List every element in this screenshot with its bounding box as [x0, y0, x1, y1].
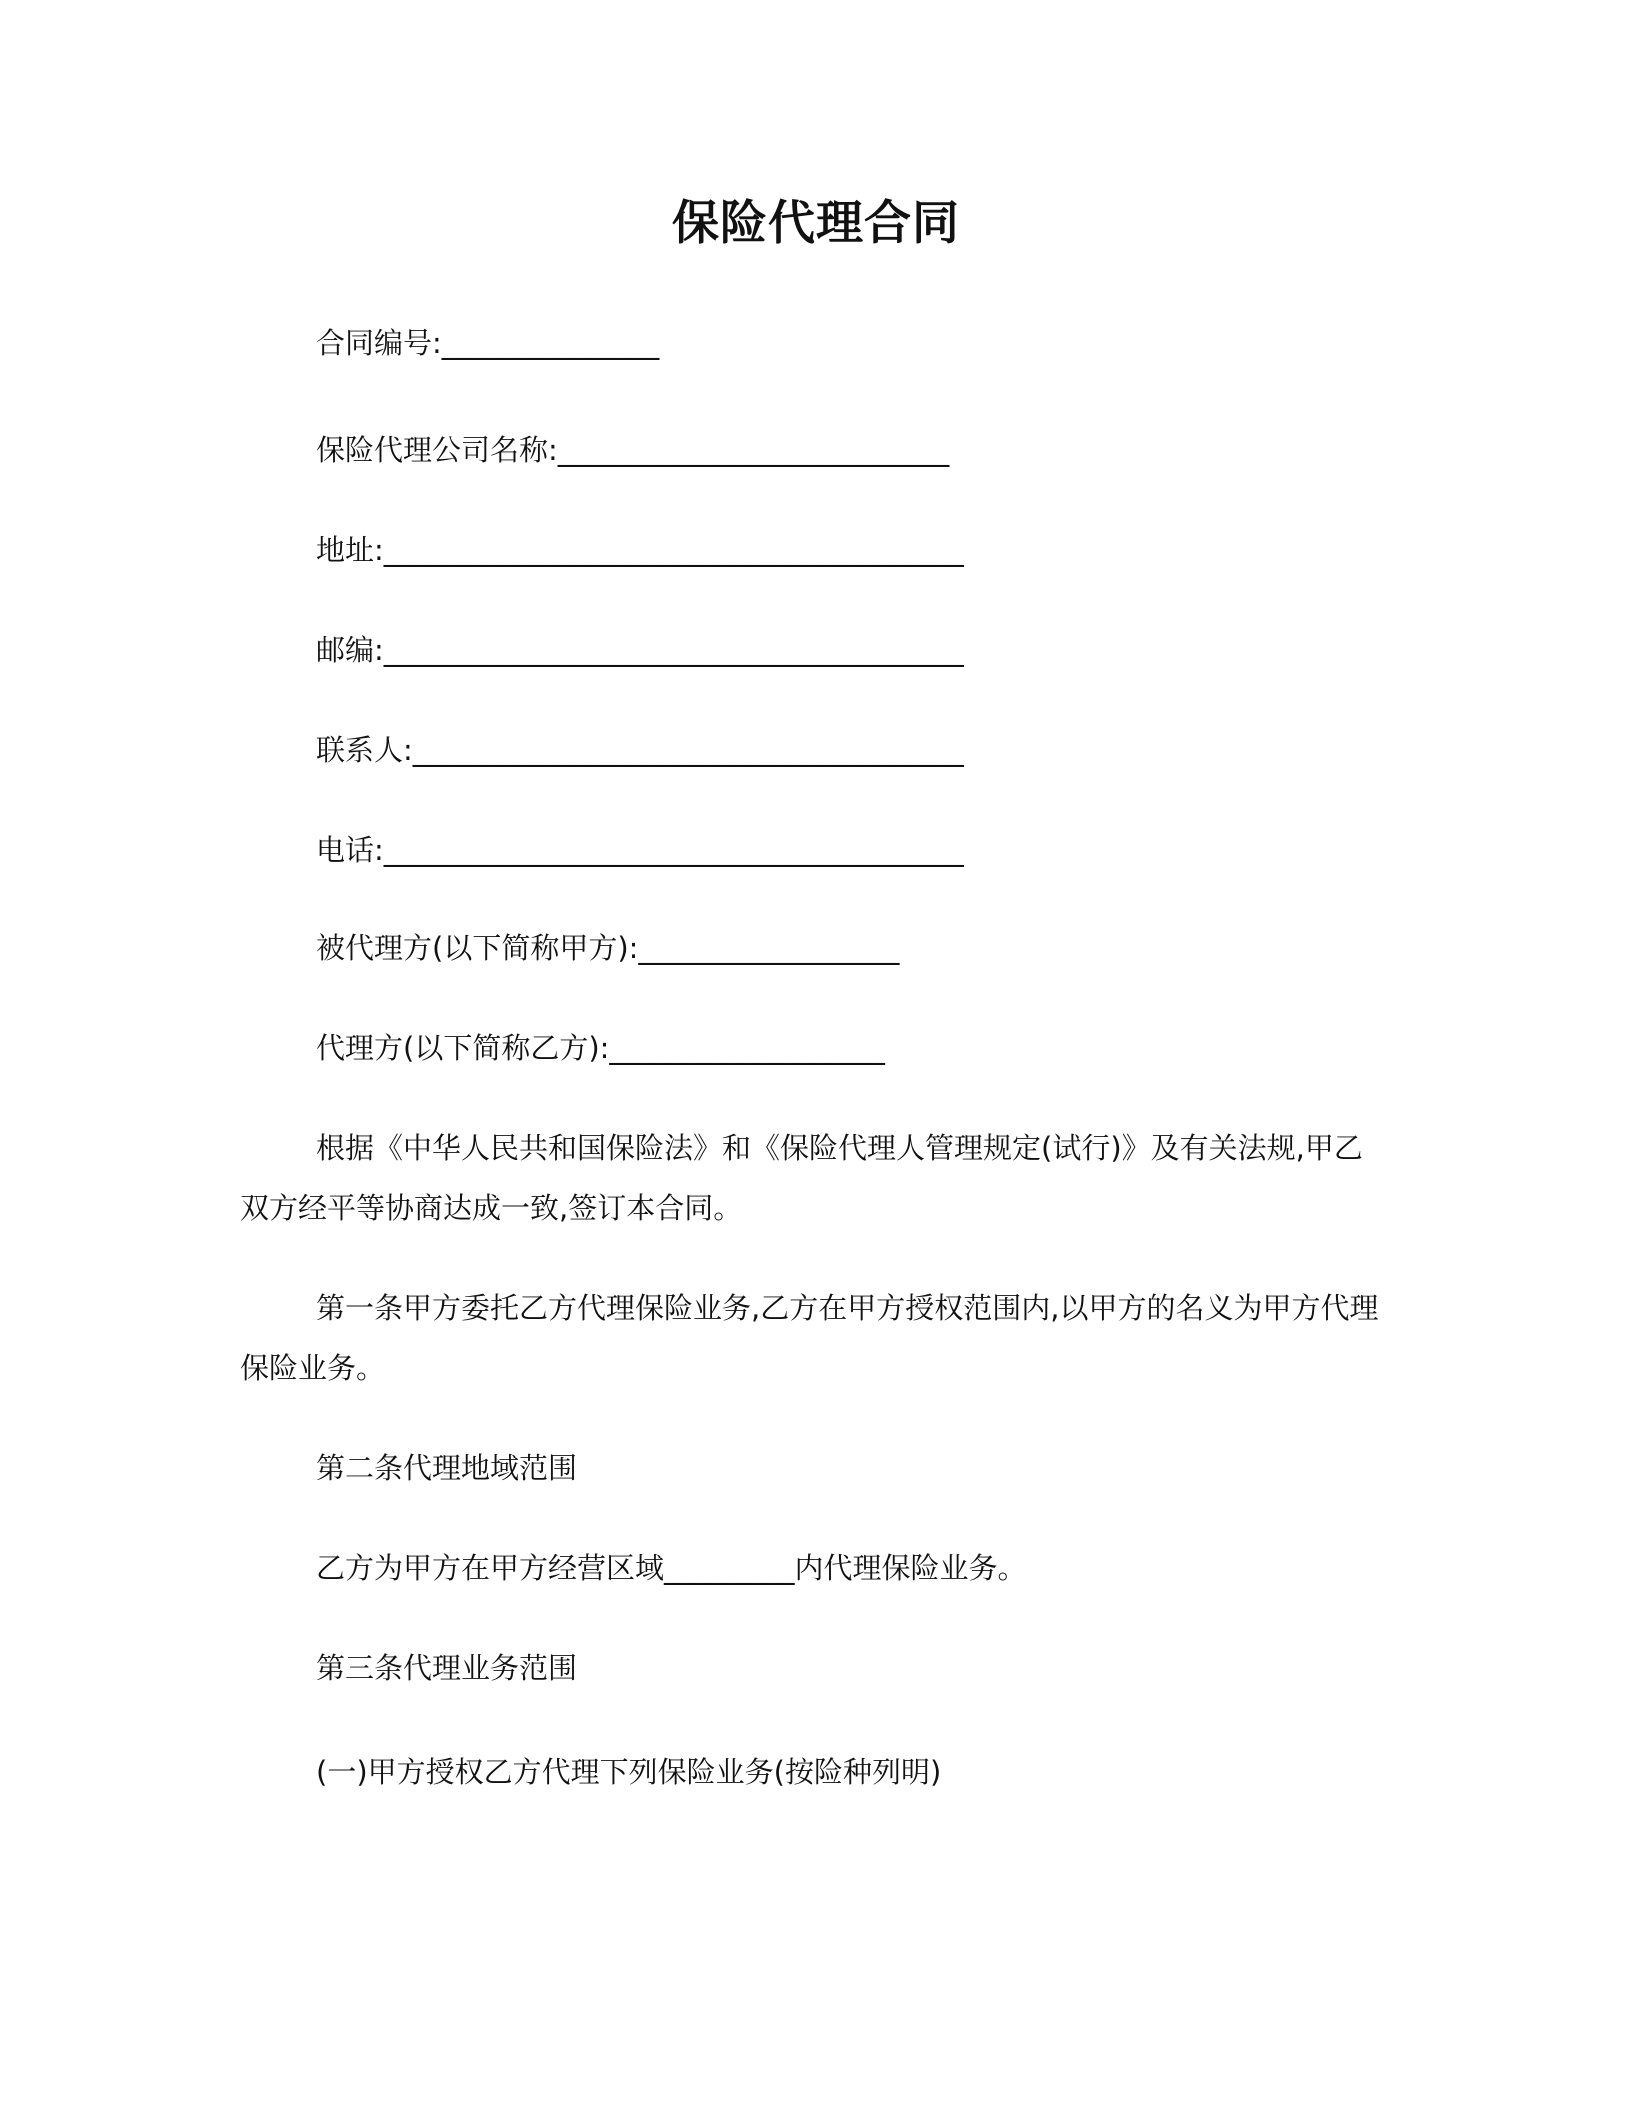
party-b-field: 代理方(以下简称乙方):___________________: [316, 1031, 885, 1065]
party-a-field: 被代理方(以下简称甲方):__________________: [316, 931, 900, 965]
article-2-text: 乙方为甲方在甲方经营区域_________内代理保险业务。: [316, 1551, 1027, 1585]
postcode-field: 邮编:________________________________________: [316, 633, 964, 667]
article-1-paragraph: 第一条甲方委托乙方代理保险业务,乙方在甲方授权范围内,以甲方的名义为甲方代理保险业务。: [240, 1291, 1379, 1385]
contract-number-field: 合同编号:_______________: [316, 326, 660, 360]
article-3-item-1: (一)甲方授权乙方代理下列保险业务(按险种列明): [316, 1755, 942, 1789]
intro-paragraph: 根据《中华人民共和国保险法》和《保险代理人管理规定(试行)》及有关法规,甲乙双方经平等协商达成一致,签订本合同。: [240, 1131, 1363, 1225]
phone-field: 电话:________________________________________: [316, 833, 964, 867]
document-title: 保险代理合同: [672, 196, 960, 251]
address-field: 地址:________________________________________: [316, 533, 964, 567]
article-2-heading: 第二条代理地域范围: [316, 1451, 578, 1485]
article-3-heading: 第三条代理业务范围: [316, 1651, 578, 1685]
contact-person-field: 联系人:______________________________________: [316, 733, 964, 767]
agency-name-field: 保险代理公司名称:___________________________: [316, 433, 950, 467]
